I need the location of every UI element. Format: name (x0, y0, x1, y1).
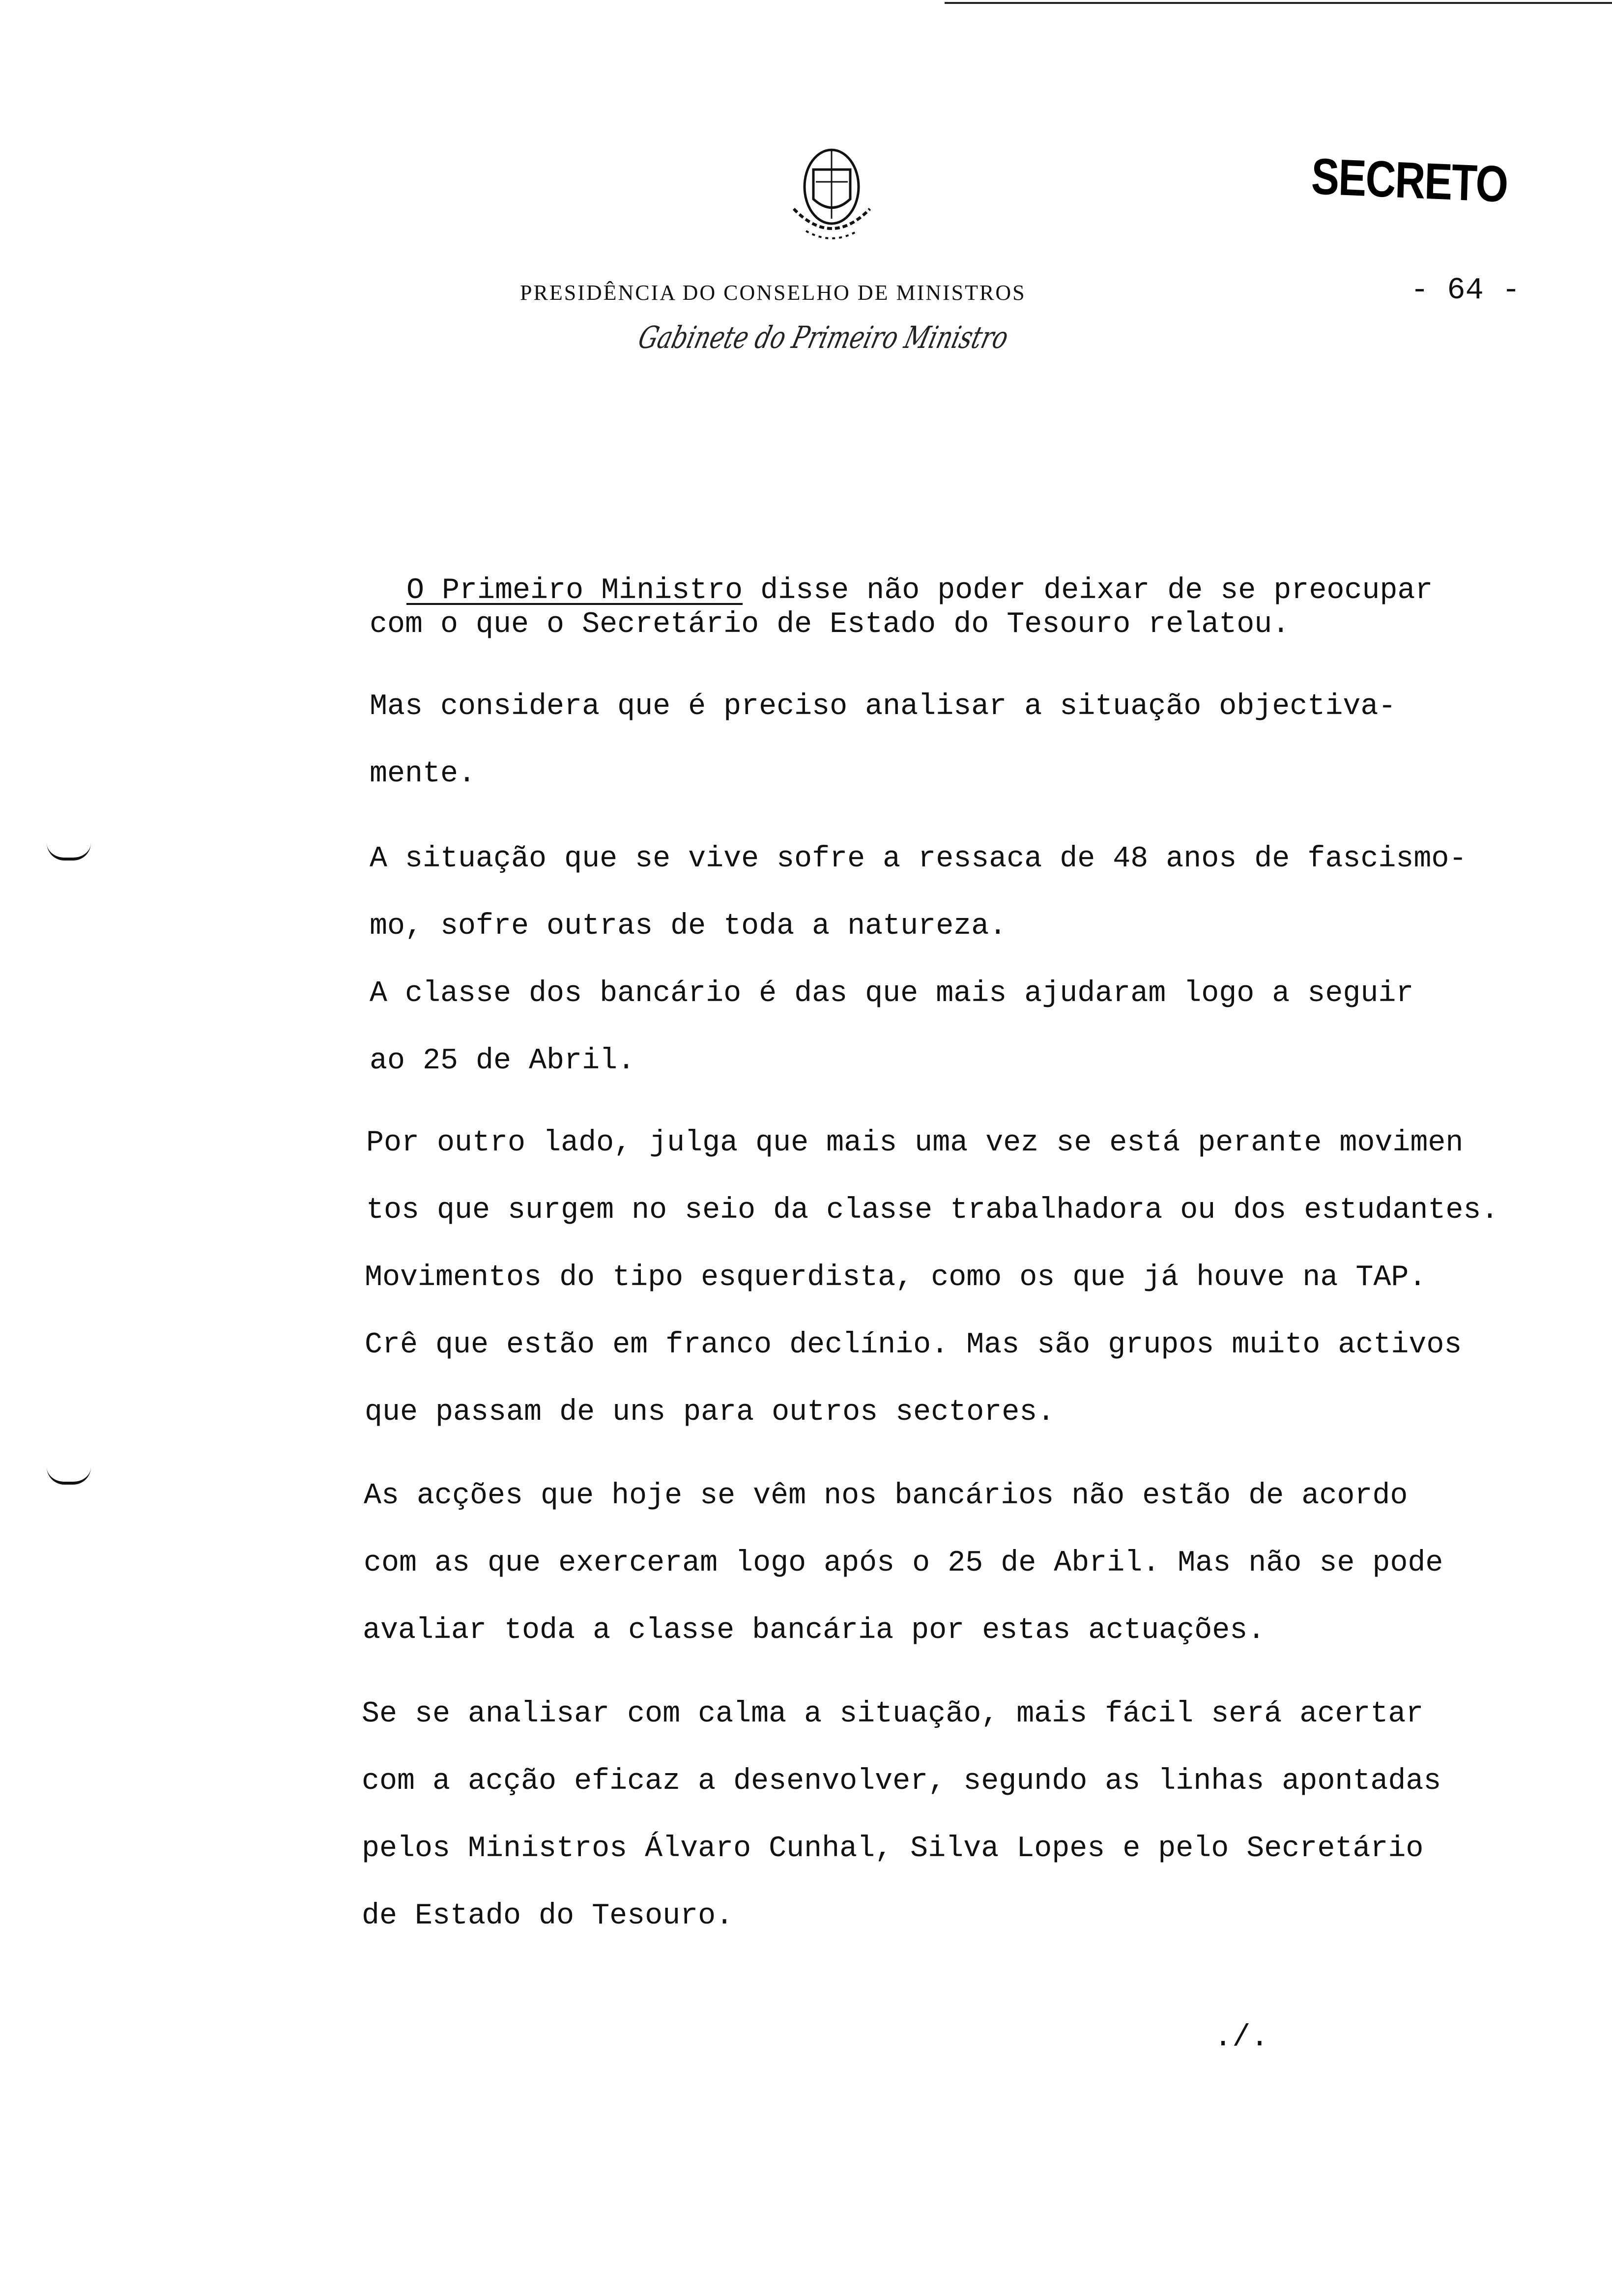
body-line: Por outro lado, julga que mais uma vez se está perante movimen (366, 1126, 1464, 1160)
body-line: mente. (370, 757, 476, 791)
body-line: tos que surgem no seio da classe trabalhadora ou dos estudantes. (366, 1194, 1499, 1227)
body-line: ao 25 de Abril. (370, 1044, 635, 1078)
body-line: com a acção eficaz a desenvolver, segundo as linhas apontadas (362, 1765, 1441, 1798)
body-line: de Estado do Tesouro. (362, 1899, 734, 1933)
continuation-mark: ./. (1214, 2020, 1269, 2055)
cabinet-script-heading: Gabinete do Primeiro Ministro (634, 319, 1012, 355)
body-line: Crê que estão em franco declínio. Mas são grupos muito activos (365, 1328, 1462, 1362)
body-line: mo, sofre outras de toda a natureza. (370, 910, 1007, 943)
punch-hole-mark (47, 1467, 91, 1485)
body-line: com o que o Secretário de Estado do Tesouro relatou. (370, 608, 1290, 641)
body-line: avaliar toda a classe bancária por estas actuações. (363, 1614, 1266, 1647)
body-line (371, 541, 1433, 607)
body-line: A classe dos bancário é das que mais ajudaram logo a seguir (370, 977, 1414, 1010)
organization-letterhead: PRESIDÊNCIA DO CONSELHO DE MINISTROS (520, 281, 1026, 305)
speaker-name: O Primeiro Ministro (406, 574, 743, 607)
body-line: As acções que hoje se vêm nos bancários não estão de acordo (364, 1479, 1408, 1513)
body-line-text: disse não poder deixar de se preocupar (743, 574, 1433, 607)
body-line: Mas considera que é preciso analisar a situação objectiva- (370, 690, 1396, 723)
page-number: - 64 - (1410, 273, 1521, 308)
classification-stamp: SECRETO (1310, 147, 1508, 213)
body-line: pelos Ministros Álvaro Cunhal, Silva Lopes e pelo Secretário (362, 1832, 1424, 1866)
body-line: com as que exerceram logo após o 25 de Abril. Mas não se pode (364, 1547, 1443, 1580)
body-line: que passam de uns para outros sectores. (365, 1396, 1055, 1429)
punch-hole-mark (47, 843, 91, 861)
coat-of-arms-icon (777, 145, 887, 248)
top-border-line (945, 2, 1612, 4)
body-line: A situação que se vive sofre a ressaca de 48 anos de fascismo- (370, 842, 1467, 876)
body-line: Movimentos do tipo esquerdista, como os que já houve na TAP. (365, 1261, 1427, 1294)
body-line: Se se analisar com calma a situação, mais fácil será acertar (362, 1697, 1424, 1731)
